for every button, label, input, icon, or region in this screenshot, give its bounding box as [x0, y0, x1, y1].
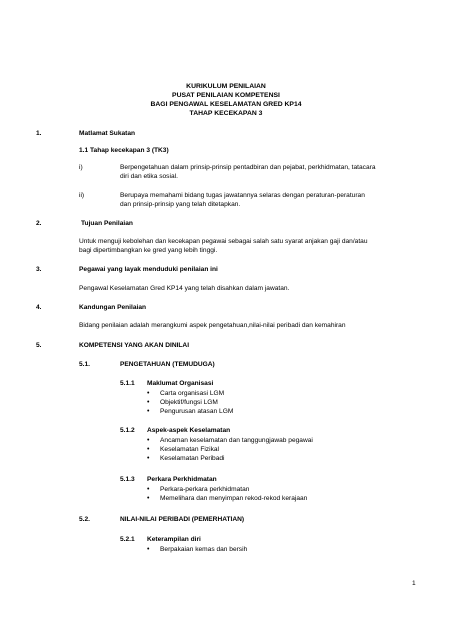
section-number: 2.: [36, 220, 42, 227]
list-item: • Memelihara dan menyimpan rekod-rekod kerajaan: [160, 495, 307, 503]
list-item: • Carta organisasi LGM: [160, 390, 224, 398]
section-heading: Kandungan Penilaian: [79, 304, 147, 311]
section-heading: Pegawai yang layak menduduki penilaian ini: [79, 266, 218, 273]
subsection-number: 5.1.: [79, 361, 90, 368]
paragraph-text: Bidang penilaian adalah merangkumi aspek pengetahuan,nilai-nilai peribadi dan kemahiran: [79, 322, 346, 329]
item-heading: Aspek-aspek Keselamatan: [147, 427, 231, 434]
item-number: 5.1.1: [120, 380, 135, 387]
section-number: 3.: [36, 266, 42, 273]
list-item-text: Berpengetahuan dalam prinsip-prinsip pentadbiran dan pejabat, perkhidmatan, tatacara: [120, 164, 376, 171]
paragraph-text: Pengawal Keselamatan Gred KP14 yang telah disahkan dalam jawatan.: [79, 285, 290, 292]
list-item-text: Berupaya memahami bidang tugas jawatannya selaras dengan peraturan-peraturan: [120, 192, 365, 199]
list-item-text: diri dan etika sosial.: [120, 173, 178, 180]
list-marker: ii): [79, 192, 85, 199]
document-title: KURIKULUM PENILAIAN: [186, 83, 266, 90]
list-marker: i): [79, 164, 83, 171]
item-heading: Keterampilan diri: [147, 536, 201, 543]
subsection-number: 5.2.: [79, 516, 90, 523]
list-item: • Ancaman keselamatan dan tanggungjawab pegawai: [160, 437, 313, 445]
document-subtitle: TAHAP KECEKAPAN 3: [189, 110, 263, 117]
item-heading: Maklumat Organisasi: [147, 380, 214, 387]
item-heading: Perkara Perkhidmatan: [147, 476, 217, 483]
section-number: 5.: [36, 342, 42, 349]
list-item: • Objektif/fungsi LGM: [160, 399, 218, 407]
subsection-heading: PENGETAHUAN (TEMUDUGA): [120, 361, 215, 368]
item-number: 5.1.2: [120, 427, 135, 434]
list-item: • Berpakaian kemas dan bersih: [160, 546, 247, 554]
list-item: • Perkara-perkara perkhidmatan: [160, 486, 249, 494]
list-item-text: dan prinsip-prinsip yang telah ditetapkan.: [120, 201, 241, 208]
document-subtitle: PUSAT PENILAIAN KOMPETENSI: [172, 92, 280, 99]
item-number: 5.2.1: [120, 536, 135, 543]
section-heading: KOMPETENSI YANG AKAN DINILAI: [79, 342, 190, 349]
section-number: 1.: [36, 130, 42, 137]
section-heading: Tujuan Penilaian: [81, 220, 133, 227]
section-heading: Matlamat Sukatan: [79, 130, 136, 137]
item-number: 5.1.3: [120, 476, 135, 483]
section-number: 4.: [36, 304, 42, 311]
subsection-heading: NILAI-NILAI PERIBADI (PEMERHATIAN): [120, 516, 245, 523]
list-item: • Pengurusan atasan LGM: [160, 408, 233, 416]
list-item: • Keselamatan Fizikal: [160, 446, 219, 454]
subsection-heading: 1.1 Tahap kecekapan 3 (TK3): [79, 147, 169, 154]
page-number: 1: [412, 580, 416, 587]
list-item: • Keselamatan Peribadi: [160, 455, 225, 463]
document-subtitle: BAGI PENGAWAL KESELAMATAN GRED KP14: [150, 101, 302, 108]
paragraph-text: bagi dipertimbangkan ke gred yang lebih tinggi.: [79, 247, 218, 254]
paragraph-text: Untuk menguji kebolehan dan kecekapan pegawai sebagai salah satu syarat anjakan gaji dan/atau: [79, 238, 368, 245]
